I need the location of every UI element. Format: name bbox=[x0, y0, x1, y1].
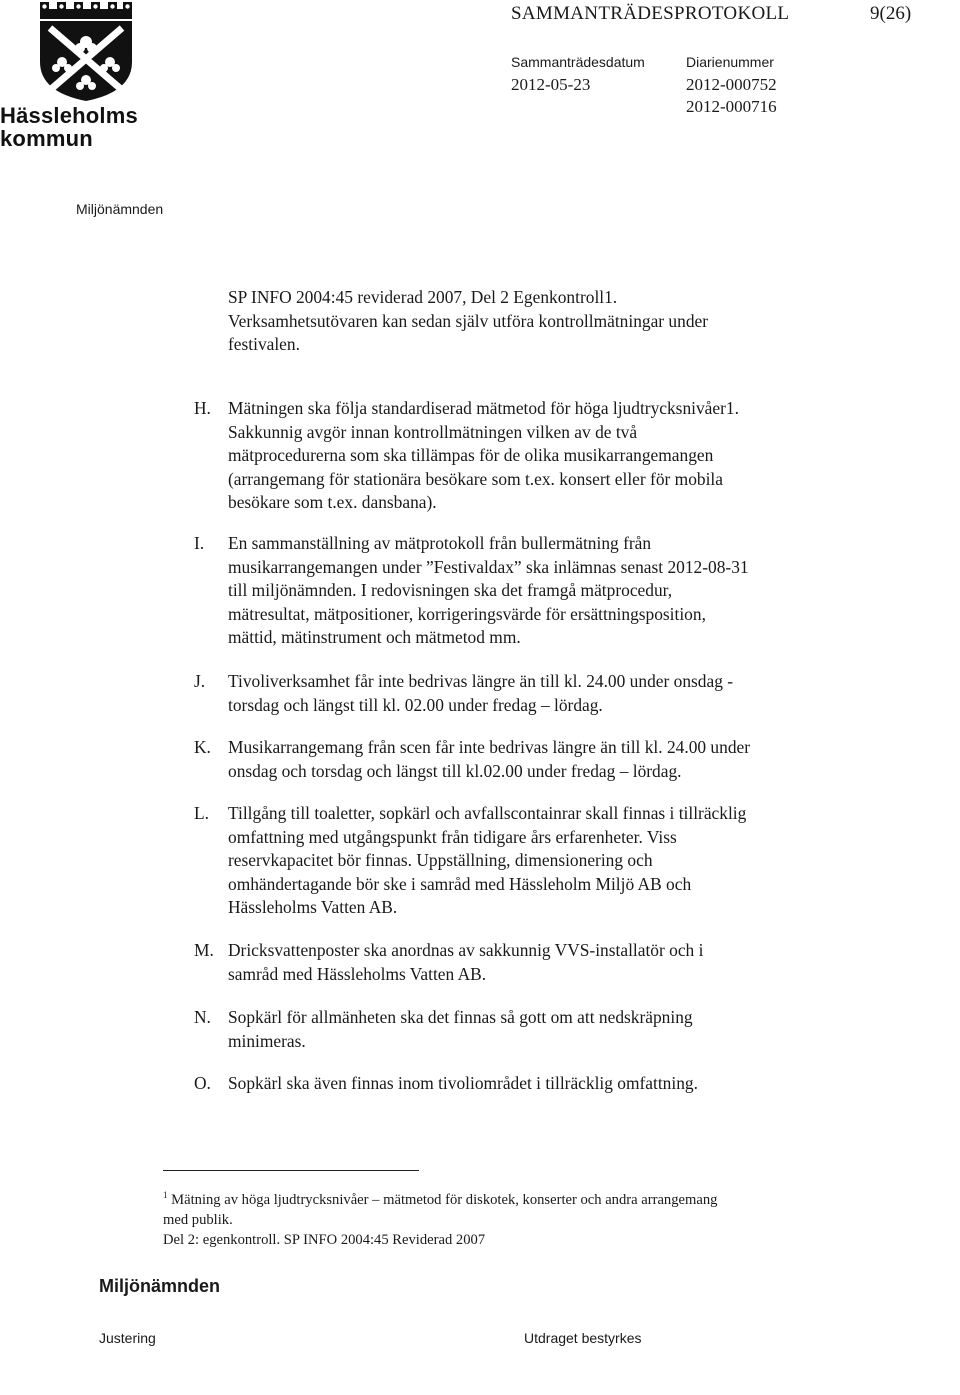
list-item-text: Sopkärl ska även finnas inom tivoliområdet i tillräcklig omfattning. bbox=[228, 1073, 698, 1093]
footnote-marker: 1 bbox=[163, 1190, 168, 1200]
footer-department: Miljönämnden bbox=[99, 1276, 220, 1296]
list-item-text: Sopkärl för allmänheten ska det finnas så gott om att nedskräpning minimeras. bbox=[228, 1007, 693, 1051]
list-item-text: Tivoliverksamhet får inte bedrivas längre än till kl. 24.00 under onsdag - torsdag och längst till kl. 02.00 under fredag – lördag. bbox=[228, 671, 734, 715]
meeting-date: 2012-05-23 bbox=[511, 75, 591, 94]
list-item-text: Mätningen ska följa standardiserad mätmetod för höga ljudtrycksnivåer1. Sakkunnig avgör innan kontrollmätningen vilken av de två mätprocedurerna som ska tillämpas för de olika musikarrangemangen (arrangemang för stationära besökare som t.ex. konsert eller för mobila besökare som t.ex. dansbana). bbox=[228, 398, 739, 512]
list-item-letter: J. bbox=[194, 671, 206, 691]
list-item-letter: K. bbox=[194, 737, 211, 757]
logo-wordmark bbox=[0, 104, 150, 150]
footnote bbox=[163, 1185, 843, 1250]
list-item-letter: L. bbox=[194, 803, 209, 823]
page-number: 9(26) bbox=[870, 3, 912, 24]
document-title: SAMMANTRÄDESPROTOKOLL bbox=[511, 3, 790, 24]
list-item-text: En sammanställning av mätprotokoll från bullermätning från musikarrangemangen under ”Festivaldax” ska inlämnas senast 2012-08-31 till miljönämnden. I redovisningen ska det framgå mätprocedur, mätresultat, mätpositioner, korrigeringsvärde för ersättningsposition, mättid, mätinstrument och mätmetod mm. bbox=[228, 533, 749, 647]
meeting-date-label: Sammanträdesdatum bbox=[511, 54, 645, 70]
footnote-separator bbox=[163, 1170, 419, 1171]
case-number-1: 2012-000752 bbox=[686, 75, 777, 94]
list-item-letter: M. bbox=[194, 940, 214, 960]
list-item-letter: N. bbox=[194, 1007, 211, 1027]
logo-text-line1: Hässleholms bbox=[0, 103, 138, 128]
department-name: Miljönämnden bbox=[76, 201, 164, 217]
list-item-text: Tillgång till toaletter, sopkärl och avfallscontainrar skall finnas i tillräcklig omfattning med utgångspunkt från tidigare års erfarenheter. Viss reservkapacitet bör finnas. Uppställning, dimensionering och omhändertagande bör ske i samråd med Hässleholm Miljö AB och Hässleholms Vatten AB. bbox=[228, 803, 747, 917]
intro-paragraph: SP INFO 2004:45 reviderad 2007, Del 2 Egenkontroll1. Verksamhetsutövaren kan sedan själv utföra kontrollmätningar under festivalen. bbox=[228, 287, 709, 354]
list-item-letter: O. bbox=[194, 1073, 211, 1093]
list-item-letter: I. bbox=[194, 533, 205, 553]
case-number-2: 2012-000716 bbox=[686, 97, 777, 116]
justering-label: Justering bbox=[99, 1330, 156, 1346]
list-item-text: Dricksvattenposter ska anordnas av sakkunnig VVS-installatör och i samråd med Hässleholms Vatten AB. bbox=[228, 940, 704, 984]
list-item-text: Musikarrangemang från scen får inte bedrivas längre än till kl. 24.00 under onsdag och torsdag och längst till kl.02.00 under fredag – lördag. bbox=[228, 737, 751, 781]
case-number-label: Diarienummer bbox=[686, 54, 774, 70]
utdraget-bestyrkes-label: Utdraget bestyrkes bbox=[524, 1330, 642, 1346]
list-item-letter: H. bbox=[194, 398, 211, 418]
logo-text-line2: kommun bbox=[0, 126, 93, 151]
footnote-text: Mätning av höga ljudtrycksnivåer – mätmetod för diskotek, konserter och andra arrangemang med publik. Del 2: egenkontroll. SP INFO 2004:45 Reviderad 2007 bbox=[163, 1191, 718, 1248]
